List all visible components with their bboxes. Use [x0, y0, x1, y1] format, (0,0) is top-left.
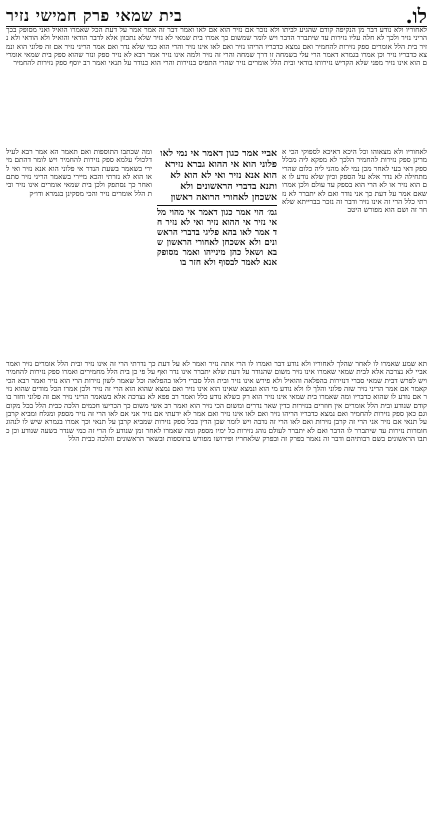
running-title: בית שמאי פרק חמישי נזיר	[6, 6, 183, 25]
commentary-left-column: ומה שכתבו התוספות ואם תאמר הא אמר רבא לעיל דלכולי עלמא ספק נזירות להחמיר ויש לומר דהתם מיירי בשאמר בשעת הנדר אי פלוני הוא אנא נזיר ואי לאו הוא לא נזרתי והכא מיירי בשאמר הריני נזיר סתם ואחר כך נסתפק ולכן בית שמאי אומרים אינו נזיר ובית הלל אומרים נזיר והכי מסקינן בגמרא ודו״ק	[6, 148, 152, 198]
main-text-region	[6, 148, 427, 358]
gemara-passage: אביי אמר כגון דאמר אי נמי לאו פלוני הוא אי ההוא גברא נזירא הוא אנא נזיר ואי לא הוא לא ותנא בדברי הראשונים ולא אשכחן לאחורי הרואה ראשון	[160, 148, 277, 203]
gemara-center-column	[157, 148, 277, 358]
commentary-top-block: לאחוריו ולא נודע דבר מן הנקיפה קודם שהגיע לביתו ולא נזכר אם נזיר הוא אם לאו ואמר דבר זה אמר אמר על דעת הכל שאמרו הואיל ואני מסופק בכך הריני נזיר ולכך לא חלה עליו נזירות עד שיתברר הדבר ויש לומר שמשום כך אמרו בית שמאי לא נזיר שלא נתכוון אלא לדבר הודאי והואיל ולא הודאי ולא נזיר בית הלל אומרים ספק נזירות להחמיר ואם נמצא כדבריו הריהו נזיר ואם לאו אינו נזיר והרי הוא כמי שלא נדר ואם אמר הריני נזיר אם זה פלוני הוא ונמצא כדבריו נזיר וכן אמרו בגמרא דאמר הרי עלי בשמחה זו דרך שמחה והרי זה נזיר ולמה אינו נזיר אמר רבא לא נזיר ספק ונזר שהוא ספק בית שמאי אומרים הוא אינו נזיר מפני שלא הקדיש נזירותו בודאי ובית הלל אומרים נזיר שהרי התפיס בנזירות והרי הוא כנודר על תנאי ואמר רב יוסף ספק נזירות להחמיר	[6, 26, 427, 68]
gemara-continuation: גמ׳ הוי אמר כגון דאמר אי מהוי מלאי נזיר אי ההוא נזיר ואי לא נזיר חד אמר לאו בהא פליגי בדברי הראשונים ולא אשכחן לאחורי הראשון שבא ושאל כהן מינייהו ואמר מסופק אנא לאמר לבסוף ולא חזר בו	[157, 208, 277, 269]
folio-number: לו.	[405, 4, 427, 28]
commentary-bottom-block: תא שמע שאמרו לו לאחר שהלך לאחוריו ולא נודע דבר ואמרו לו הרי אתה נזיר ואמר לא על דעת כך נדרתי הרי זה אינו נזיר ובית הלל אומרים נזיר ואמר אביי לא נצרכה אלא לבית שמאי שאמרו אינו נזיר משום שהנודר על דעת שלא יתברר אינו נדר ואף על פי כן בית הלל מחמירים ואמרו ספק נזירות להחמיר ויש לפרש דבית שמאי סברי דנזירות בהפלאה והואיל ולא פירש אינו נזיר ובית הלל סברי דלאו בהפלאה וכל שאמר לשון נזירות הרי הוא נזיר ואמר רבא הכי קאמר אם אמר הריני נזיר שזה פלוני והלך לו ולא נודע מי הוא ונמצא שאינו הוא אינו נזיר ואם נמצא שהוא הוא הרי זה נזיר ולכן אמרו הכל מודים שהוא נזיר אם נודע לו שהוא כדבריו ומה שאמרו בית שמאי אינו נזיר הוא רק כשלא נודע כלל ואמר רב פפא לא נצרכה אלא בשאמר הריני נזיר אם זה פלוני וחזר בו קודם שנודע ובית הלל אומרים אין חוזרים בנזירות כדין שאר נדרים ומשום הכי נזיר הוא ואמר רב אשי משום כך הכריעו חכמים הלכה כבית הלל בכל מקום וגם כאן ספק נזירות להחמיר ואם נמצא כדבריו הריהו נזיר ואם לאו אינו נזיר ואם אמר לא ידעתי אם נזיר אני אם לאו הרי זה נזיר מספק ומגלח ומביא קרבן על תנאי אם נזיר אני הרי זה קרבן נזירות ואם לאו הרי זה נדבה ויש לומר שכן הדין בכל ספק נזירות שמביא קרבן על תנאי וכך אמרו בגמרא שיש לו לנהוג חומרות נזירות עד שיתברר לו הדבר ואם לא יתברר לעולם נוהג נזירות כל ימיו מספק ומה שאמרו לאחר זמן שנודע לו הרי זה כמי שנדר בשעה שנודע וכן כתבו הראשונים בשם רבותיהם ודבר זה נאמר בפרק זה ובפרק שלאחריו ופירושו מפורש בתוספות ובשאר הראשונים והלכה כבית הלל	[6, 360, 427, 444]
gemara-divider	[157, 205, 277, 206]
commentary-right-column: לאחוריו ולא מצאוהו וכל היכא דאיכא לספוקי הכי אמרינן ספק נזירות להחמיר הלכך לא מפקא ליה מכלל ספק דאי בעי לאחר מכן נמי לא מהני ליה כלום שהרי מתחילה לא נדר אלא על הספק וכיון שלא נודע לו אם הוא נזיר או לא הרי הוא בספק עד עולם ולכן אמרו שאם אמר על דעת כך אני נודר ואם לא יתברר לא נזרתי כלל הרי זה אינו נזיר ודבר זה נזכר בברייתא שלאחר זה ושם הוא מפורש היטב	[282, 148, 427, 215]
page-header	[6, 4, 427, 27]
